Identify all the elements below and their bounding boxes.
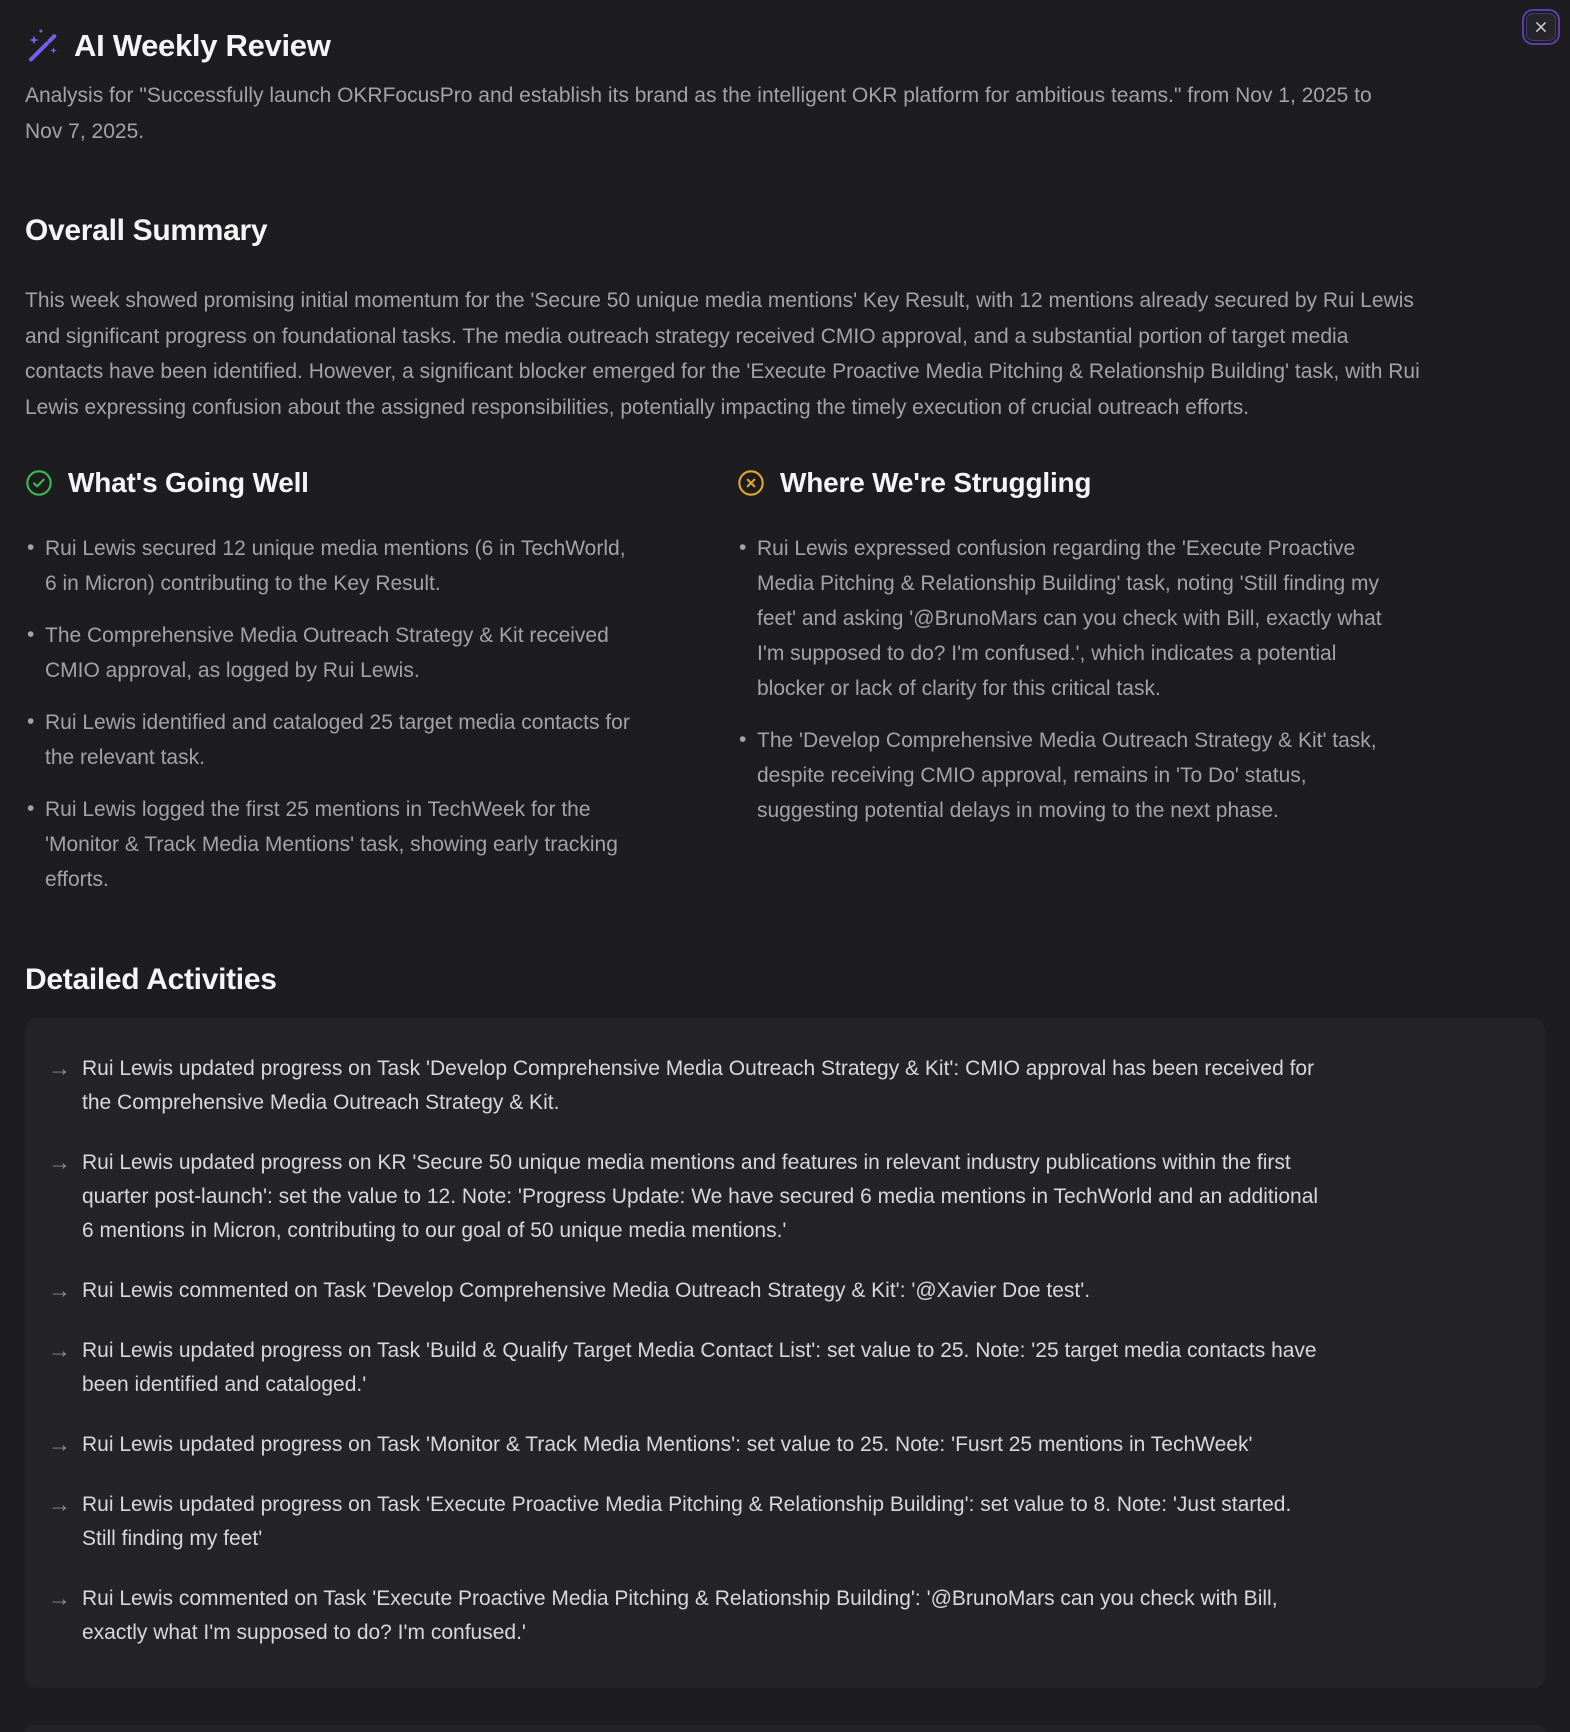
list-item [737, 531, 1382, 706]
bullet-icon: • [27, 710, 35, 733]
struggling-header [737, 467, 1545, 499]
activity-row [48, 1334, 1505, 1402]
struggling-heading: Where We're Struggling [780, 467, 1092, 498]
activity-text: Rui Lewis updated progress on Task 'Execute Proactive Media Pitching & Relationship Building': set value to 8. Note: 'Just started. Still finding my feet' [82, 1493, 1292, 1550]
overall-summary-text: This week showed promising initial momentum for the 'Secure 50 unique media mentions' Key Result, with 12 mentions already secured by Rui Lewis and significant progress on foundational tasks. The media outreach strategy received CMIO approval, and a substantial portion of target media contacts have been identified. However, a significant blocker emerged for the 'Execute Proactive Media Pitching & Relationship Building' task, with Rui Lewis expressing confusion about the assigned responsibilities, potentially impacting the timely execution of crucial outreach efforts. [25, 289, 1420, 419]
detailed-activities-heading: Detailed Activities [25, 963, 277, 996]
activity-text: Rui Lewis updated progress on Task 'Build & Qualify Target Media Contact List': set value to 25. Note: '25 target media contacts have been identified and cataloged.' [82, 1339, 1317, 1396]
activity-text: Rui Lewis commented on Task 'Execute Proactive Media Pitching & Relationship Building': '@BrunoMars can you check with Bill, exactly what I'm supposed to do? I'm confused.' [82, 1587, 1278, 1644]
activity-text: Rui Lewis updated progress on Task 'Monitor & Track Media Mentions': set value to 25. Note: 'Fusrt 25 mentions in TechWeek' [82, 1433, 1253, 1456]
struggling-section [737, 467, 1545, 914]
arrow-right-icon: → [48, 1149, 71, 1175]
next-card-edge [25, 1725, 1545, 1732]
list-item [737, 723, 1382, 828]
activity-row [48, 1488, 1505, 1556]
activity-row [48, 1274, 1505, 1308]
activity-row [48, 1146, 1505, 1248]
struggling-list [737, 531, 1382, 828]
close-button[interactable] [1522, 9, 1560, 45]
arrow-right-icon: → [48, 1277, 71, 1303]
going-well-list [25, 531, 635, 897]
activity-text: Rui Lewis commented on Task 'Develop Comprehensive Media Outreach Strategy & Kit': '@Xavier Doe test'. [82, 1279, 1091, 1302]
arrow-right-icon: → [48, 1585, 71, 1611]
activity-row [48, 1052, 1505, 1120]
magic-wand-sparkles-icon [25, 28, 61, 64]
bullet-icon: • [27, 536, 35, 559]
list-item-text: Rui Lewis secured 12 unique media mentions (6 in TechWorld, 6 in Micron) contributing to the Key Result. [45, 537, 626, 595]
arrow-right-icon: → [48, 1337, 71, 1363]
header [25, 0, 1545, 64]
page-subtitle: Analysis for "Successfully launch OKRFocusPro and establish its brand as the intelligent OKR platform for ambitious teams." from Nov 1, 2025 to Nov 7, 2025. [25, 84, 1372, 143]
list-item [25, 792, 635, 897]
list-item-text: Rui Lewis identified and cataloged 25 target media contacts for the relevant task. [45, 711, 630, 769]
activities-panel [25, 1018, 1545, 1688]
check-circle-icon [25, 469, 53, 497]
arrow-right-icon: → [48, 1431, 71, 1457]
arrow-right-icon: → [48, 1055, 71, 1081]
activity-text: Rui Lewis updated progress on KR 'Secure 50 unique media mentions and features in relevant industry publications within the first quarter post-launch': set the value to 12. Note: 'Progress Update: We have secured 6 media mentions in TechWorld and an additional 6 mentions in Micron, contributing to our goal of 50 unique media mentions.' [82, 1151, 1319, 1242]
going-well-header [25, 467, 687, 499]
list-item-text: Rui Lewis expressed confusion regarding the 'Execute Proactive Media Pitching & Relationship Building' task, noting 'Still finding my feet' and asking '@BrunoMars can you check with Bill, exactly what I'm supposed to do? I'm confused.', which indicates a potential blocker or lack of clarity for this critical task. [757, 537, 1382, 700]
going-well-heading: What's Going Well [68, 467, 309, 498]
bullet-icon: • [27, 797, 35, 820]
activity-text: Rui Lewis updated progress on Task 'Develop Comprehensive Media Outreach Strategy & Kit': CMIO approval has been received for the Comprehensive Media Outreach Strategy & Kit. [82, 1057, 1315, 1114]
bullet-icon: • [739, 728, 747, 751]
activity-row [48, 1428, 1505, 1462]
list-item-text: The Comprehensive Media Outreach Strategy & Kit received CMIO approval, as logged by Rui Lewis. [45, 624, 609, 682]
x-circle-icon [737, 469, 765, 497]
page-title: AI Weekly Review [74, 28, 331, 63]
list-item [25, 531, 635, 601]
list-item [25, 705, 635, 775]
arrow-right-icon: → [48, 1491, 71, 1517]
close-icon [1531, 17, 1551, 37]
insight-columns [25, 467, 1545, 914]
overall-summary-heading: Overall Summary [25, 214, 268, 247]
going-well-section [25, 467, 687, 914]
list-item-text: Rui Lewis logged the first 25 mentions in TechWeek for the 'Monitor & Track Media Mentions' task, showing early tracking efforts. [45, 798, 618, 891]
list-item-text: The 'Develop Comprehensive Media Outreach Strategy & Kit' task, despite receiving CMIO approval, remains in 'To Do' status, suggesting potential delays in moving to the next phase. [757, 729, 1377, 822]
bullet-icon: • [739, 536, 747, 559]
activity-row [48, 1582, 1505, 1650]
list-item [25, 618, 635, 688]
bullet-icon: • [27, 623, 35, 646]
